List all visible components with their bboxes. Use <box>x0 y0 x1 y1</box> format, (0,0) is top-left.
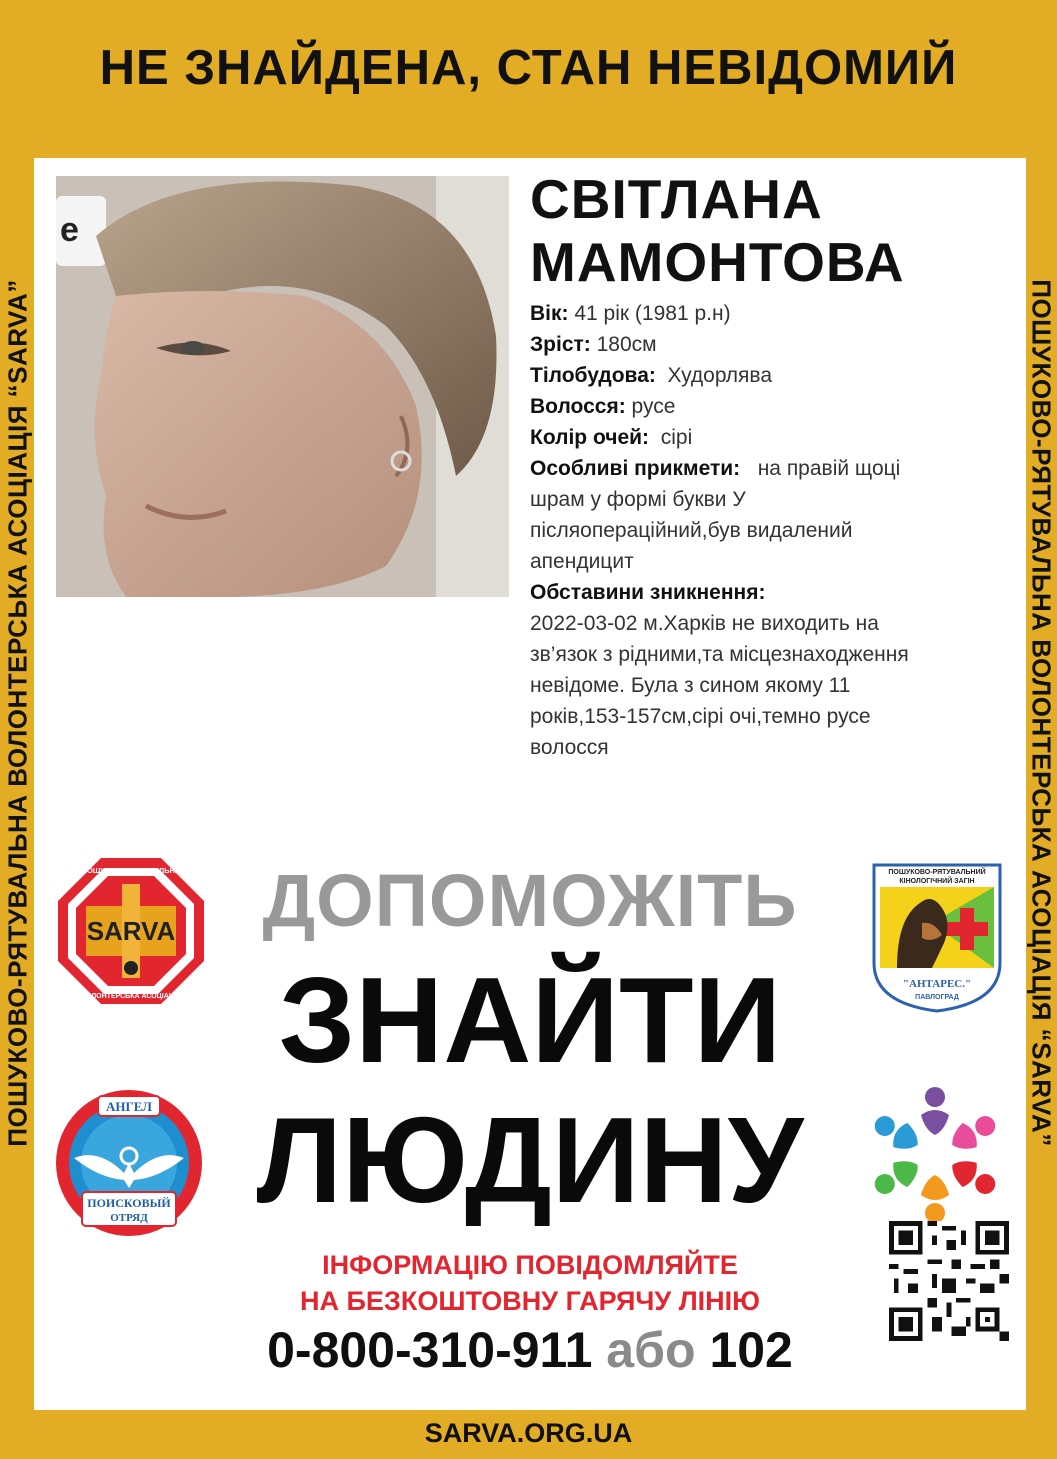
hotline-text-line1: ІНФОРМАЦІЮ ПОВІДОМЛЯЙТЕ <box>322 1250 738 1280</box>
people-icon <box>869 1087 1001 1223</box>
antares-logo <box>872 863 1002 1013</box>
detail-build: Тілобудова: Худорлява <box>530 364 773 387</box>
paw-icon <box>124 961 138 975</box>
find-heading: ЗНАЙТИ <box>278 952 782 1088</box>
detail-circ-line5: волосся <box>530 736 609 759</box>
detail-marks-line2: шрам у формі букви У <box>530 488 746 511</box>
help-heading: ДОПОМОЖІТЬ <box>262 859 798 942</box>
poster-card <box>34 158 1026 1410</box>
people-circle-logo <box>860 1080 1010 1230</box>
person-photo <box>56 176 509 597</box>
status-banner: НЕ ЗНАЙДЕНА, СТАН НЕВІДОМИЙ <box>99 41 958 95</box>
angel-logo-top: АНГЕЛ <box>106 1099 152 1114</box>
sarva-logo-top: ПОШУКОВО-РЯТУВАЛЬНА <box>81 866 181 875</box>
hotline-or: або <box>606 1322 696 1378</box>
person-heading: ЛЮДИНУ <box>256 1092 804 1228</box>
detail-circumstances-label: Обставини зникнення: <box>530 581 766 604</box>
detail-height: Зріст: 180см <box>530 333 657 356</box>
qr-code[interactable] <box>889 1221 1009 1341</box>
angel-logo-bottom2: ОТРЯД <box>110 1212 148 1224</box>
photo-text-fragment: e <box>60 211 79 249</box>
person-details <box>530 298 980 763</box>
detail-marks-line3: післяопераційний,був видалений <box>530 519 853 542</box>
person-portrait-image <box>56 176 509 597</box>
detail-marks-line4: апендицит <box>530 550 634 573</box>
detail-circ-line3: невідоме. Була з сином якому 11 <box>530 674 851 697</box>
detail-age: Вік: 41 рік (1981 р.н) <box>530 302 731 325</box>
detail-circ-line1: 2022-03-02 м.Харків не виходить на <box>530 612 879 635</box>
hotline-alt-number: 102 <box>709 1322 793 1378</box>
angel-logo <box>54 1088 204 1238</box>
hotline-number: 0-800-310-911 <box>267 1322 593 1378</box>
antares-logo-top2: КІНОЛОГІЧНИЙ ЗАГІН <box>899 878 975 885</box>
antares-logo-name: "АНТАРЕС." <box>902 978 972 990</box>
hotline-text-line2: НА БЕЗКОШТОВНУ ГАРЯЧУ ЛІНІЮ <box>300 1286 760 1316</box>
antares-logo-top1: ПОШУКОВО-РЯТУВАЛЬНИЙ <box>888 869 986 876</box>
sarva-logo <box>56 856 206 1006</box>
detail-circ-line4: років,153-157см,сірі очі,темно русе <box>530 705 871 728</box>
person-name <box>530 168 905 294</box>
sarva-logo-name: SARVA <box>86 916 176 946</box>
detail-marks: Особливі прикмети: на правій щоці <box>530 457 901 480</box>
detail-eyes: Колір очей: сірі <box>530 426 693 449</box>
hotline-phone <box>34 1321 1026 1379</box>
side-text-right: ПОШУКОВО-РЯТУВАЛЬНА ВОЛОНТЕРСЬКА АСОЦІАЦІЯ “SARVA” <box>1026 279 1057 1147</box>
antares-logo-city: ПАВЛОГРАД <box>915 994 959 1001</box>
angel-logo-bottom1: ПОИСКОВЫЙ <box>87 1196 171 1210</box>
website-link[interactable]: SARVA.ORG.UA <box>424 1418 633 1448</box>
detail-hair: Волосся: русе <box>530 395 676 418</box>
person-first-name: СВІТЛАНА <box>530 168 823 230</box>
detail-circ-line2: зв’язок з рідними,та місцезнаходження <box>530 643 909 666</box>
person-last-name: МАМОНТОВА <box>530 231 905 293</box>
side-text-left: ПОШУКОВО-РЯТУВАЛЬНА ВОЛОНТЕРСЬКА АСОЦІАЦІЯ “SARVA” <box>2 279 33 1147</box>
sarva-logo-bottom: ВОЛОНТЕРСЬКА АСОЦІАЦІЯ <box>81 993 181 1000</box>
